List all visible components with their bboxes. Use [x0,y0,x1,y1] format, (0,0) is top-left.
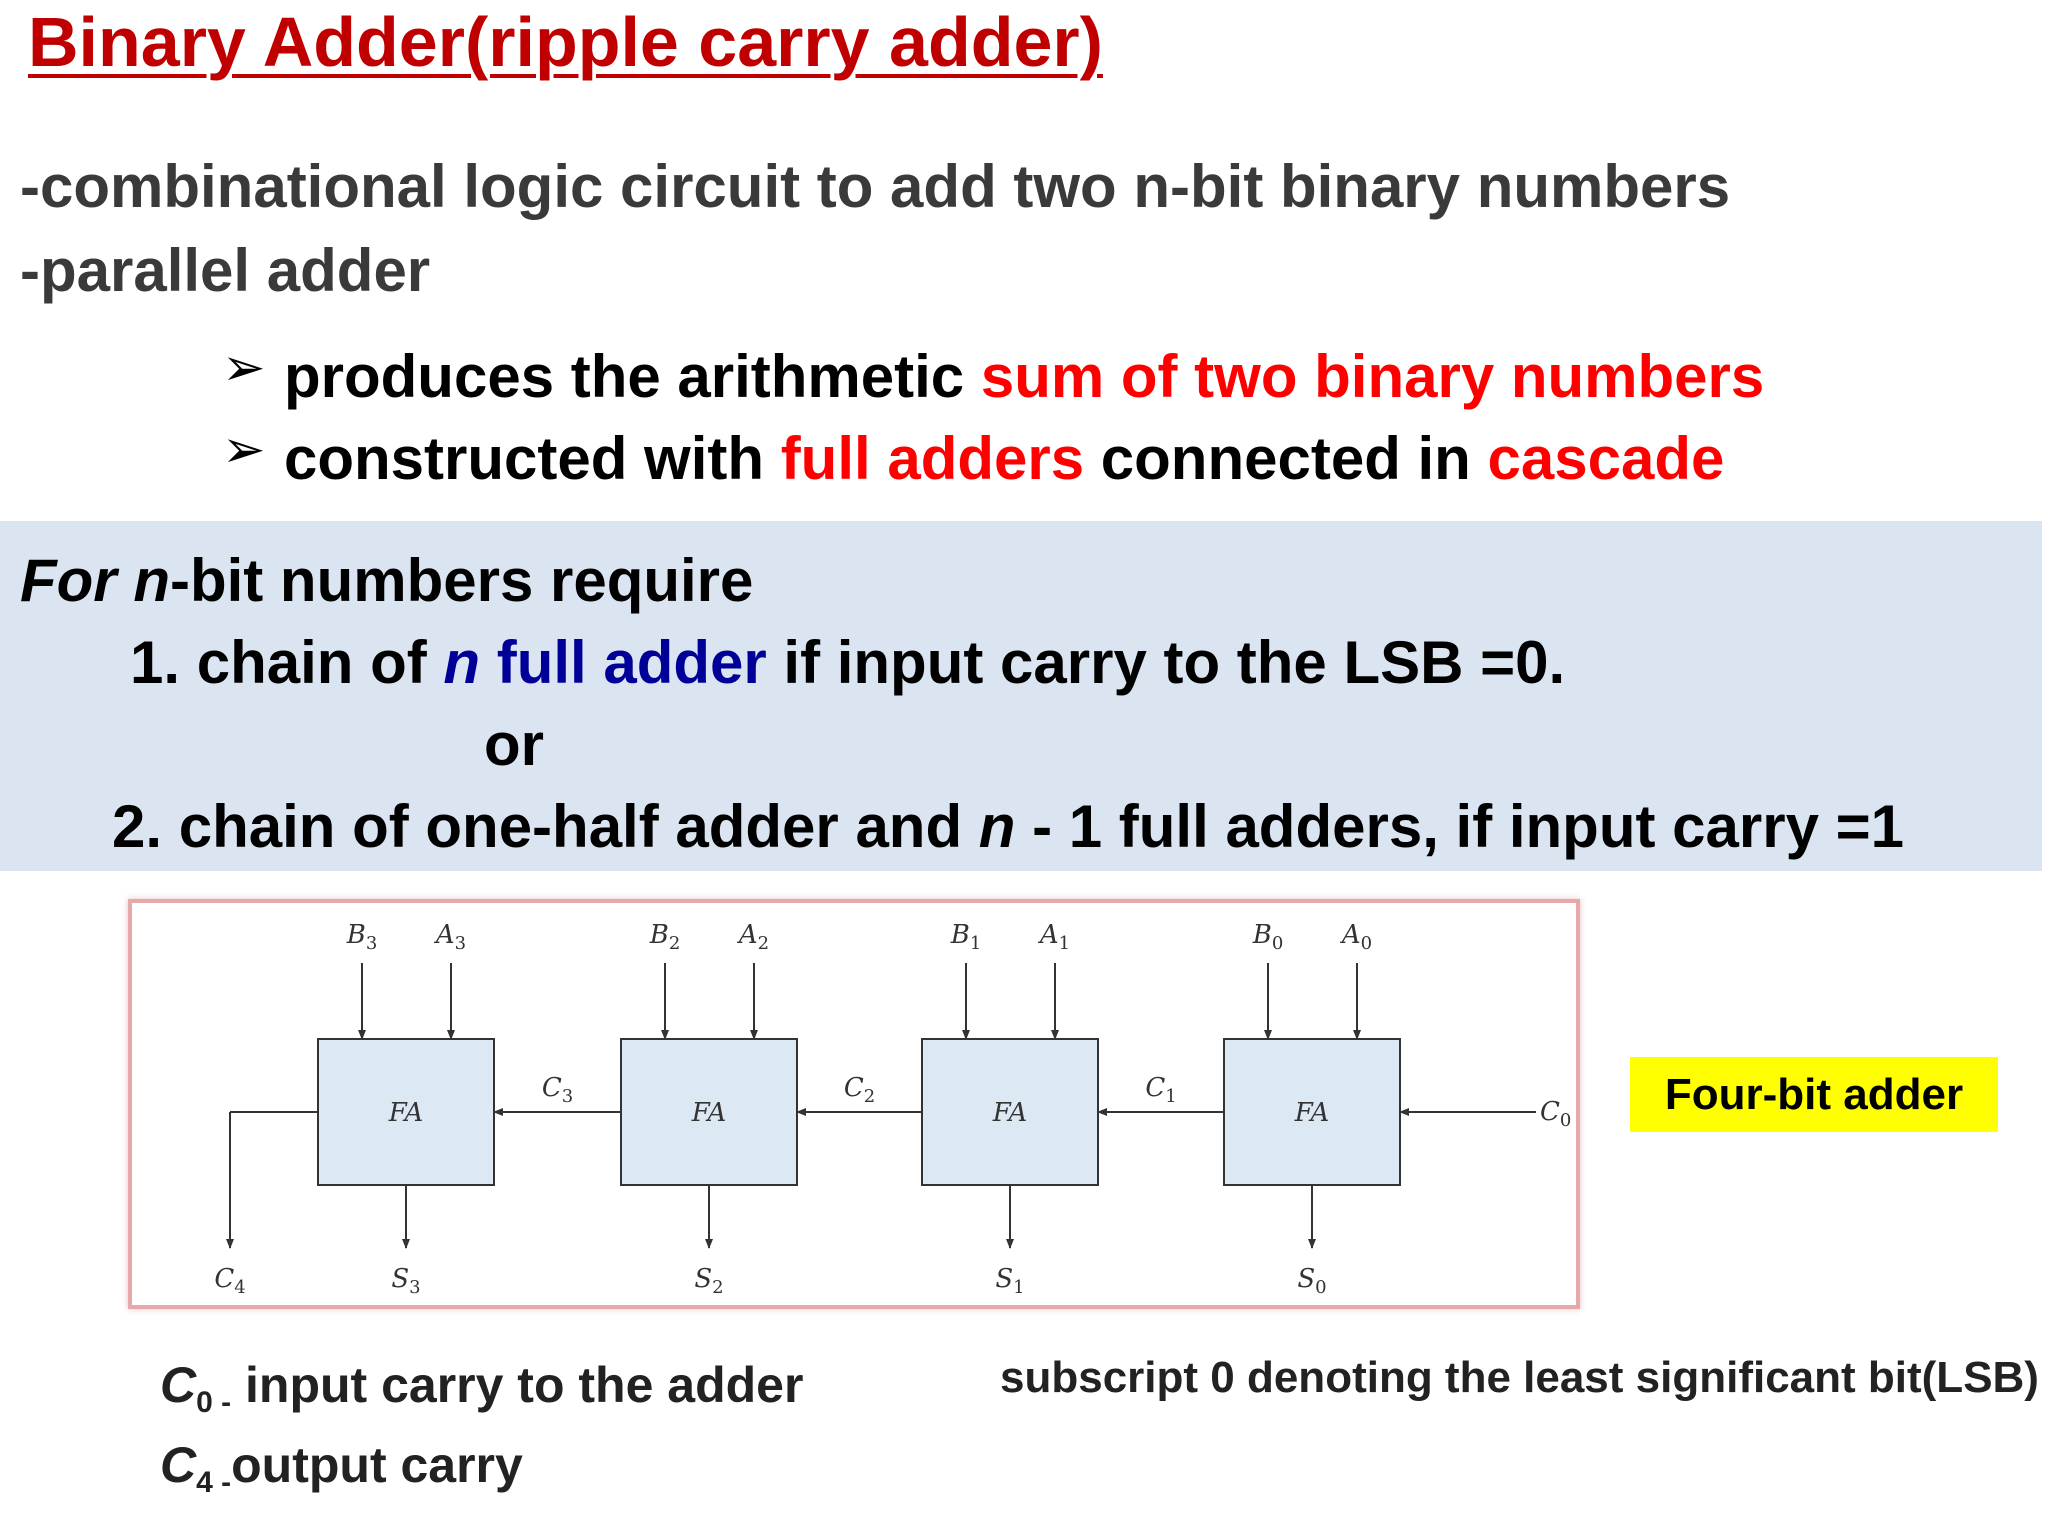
bullet-arrow-icon: ➢ [222,421,266,479]
sum-output-label: $S_1$ [995,1264,1025,1298]
four-bit-adder-label: Four-bit adder [1630,1057,1998,1132]
input-b-label: $B_2$ [649,920,681,954]
panel-item-2-n: n [978,793,1016,860]
note-c0-subscript: 0 - [196,1386,232,1419]
note-c0-text: input carry to the adder [231,1357,804,1413]
bullet-2-emphasis-cascade: cascade [1487,425,1725,492]
bullet-2-emphasis-full-adders: full adders [780,425,1085,492]
input-a-label: $A_1$ [1039,920,1071,954]
carry-in-label: $C_0$ [1540,1097,1572,1131]
full-adder-label: FA [992,1098,1028,1128]
note-c0 [160,1356,803,1420]
input-a-label: $A_2$ [738,920,770,954]
full-adder-label: FA [691,1098,727,1128]
slide-title: Binary Adder(ripple carry adder) [28,3,1103,81]
sum-output-label: $S_0$ [1297,1264,1327,1298]
panel-heading-for: For [20,547,134,614]
input-b-label: $B_1$ [950,920,982,954]
panel-heading [20,546,753,615]
note-c4-letter: C [160,1437,197,1493]
bullet-1-emphasis: sum of two binary numbers [980,343,1765,410]
carry-label: $C_1$ [1145,1073,1177,1107]
panel-or: or [484,711,544,778]
panel-heading-rest: -bit numbers require [169,547,754,614]
note-c0-letter: C [160,1357,197,1413]
note-lsb: subscript 0 denoting the least significant bit(LSB) [1000,1353,2039,1402]
four-bit-adder-diagram [128,899,1580,1309]
panel-item-1-prefix: 1. chain of [130,629,444,696]
note-c4-text: output carry [231,1437,523,1493]
full-adder-label: FA [388,1098,424,1128]
carry-label: $C_3$ [541,1073,574,1107]
bullet-1-text: produces the arithmetic [284,343,981,410]
ripple-carry-circuit [132,903,1576,1305]
sum-output-label: $S_2$ [694,1264,724,1298]
input-a-label: $A_3$ [435,920,467,954]
bullet-arrow-icon: ➢ [222,339,266,397]
note-c4 [160,1436,523,1500]
panel-item-2 [112,792,1904,861]
bullet-1 [284,342,1764,411]
panel-item-2-prefix: 2. chain of one-half adder and [112,793,979,860]
bullet-2-text: constructed with [284,425,781,492]
panel-item-1-rest: if input carry to the LSB =0. [766,629,1566,696]
panel-heading-n: n [133,547,170,614]
intro-line-2: -parallel adder [20,237,431,304]
sum-output-label: $S_3$ [391,1264,421,1298]
carry-out-label: $C_4$ [214,1264,246,1298]
intro-line-1: -combinational logic circuit to add two n-bit binary numbers [20,153,1731,220]
carry-label: $C_2$ [843,1073,876,1107]
bullet-2-middle: connected in [1084,425,1488,492]
panel-item-1-n: n [443,629,481,696]
panel-item-2-rest: - 1 full adders, if input carry =1 [1015,793,1905,860]
input-b-label: $B_0$ [1252,920,1284,954]
note-c4-subscript: 4 - [196,1466,232,1499]
input-a-label: $A_0$ [1341,920,1373,954]
full-adder-label: FA [1294,1098,1330,1128]
input-b-label: $B_3$ [346,920,378,954]
bullet-2 [284,424,1724,493]
panel-item-1-full-adder: full adder [480,629,767,696]
panel-item-1 [130,628,1565,697]
